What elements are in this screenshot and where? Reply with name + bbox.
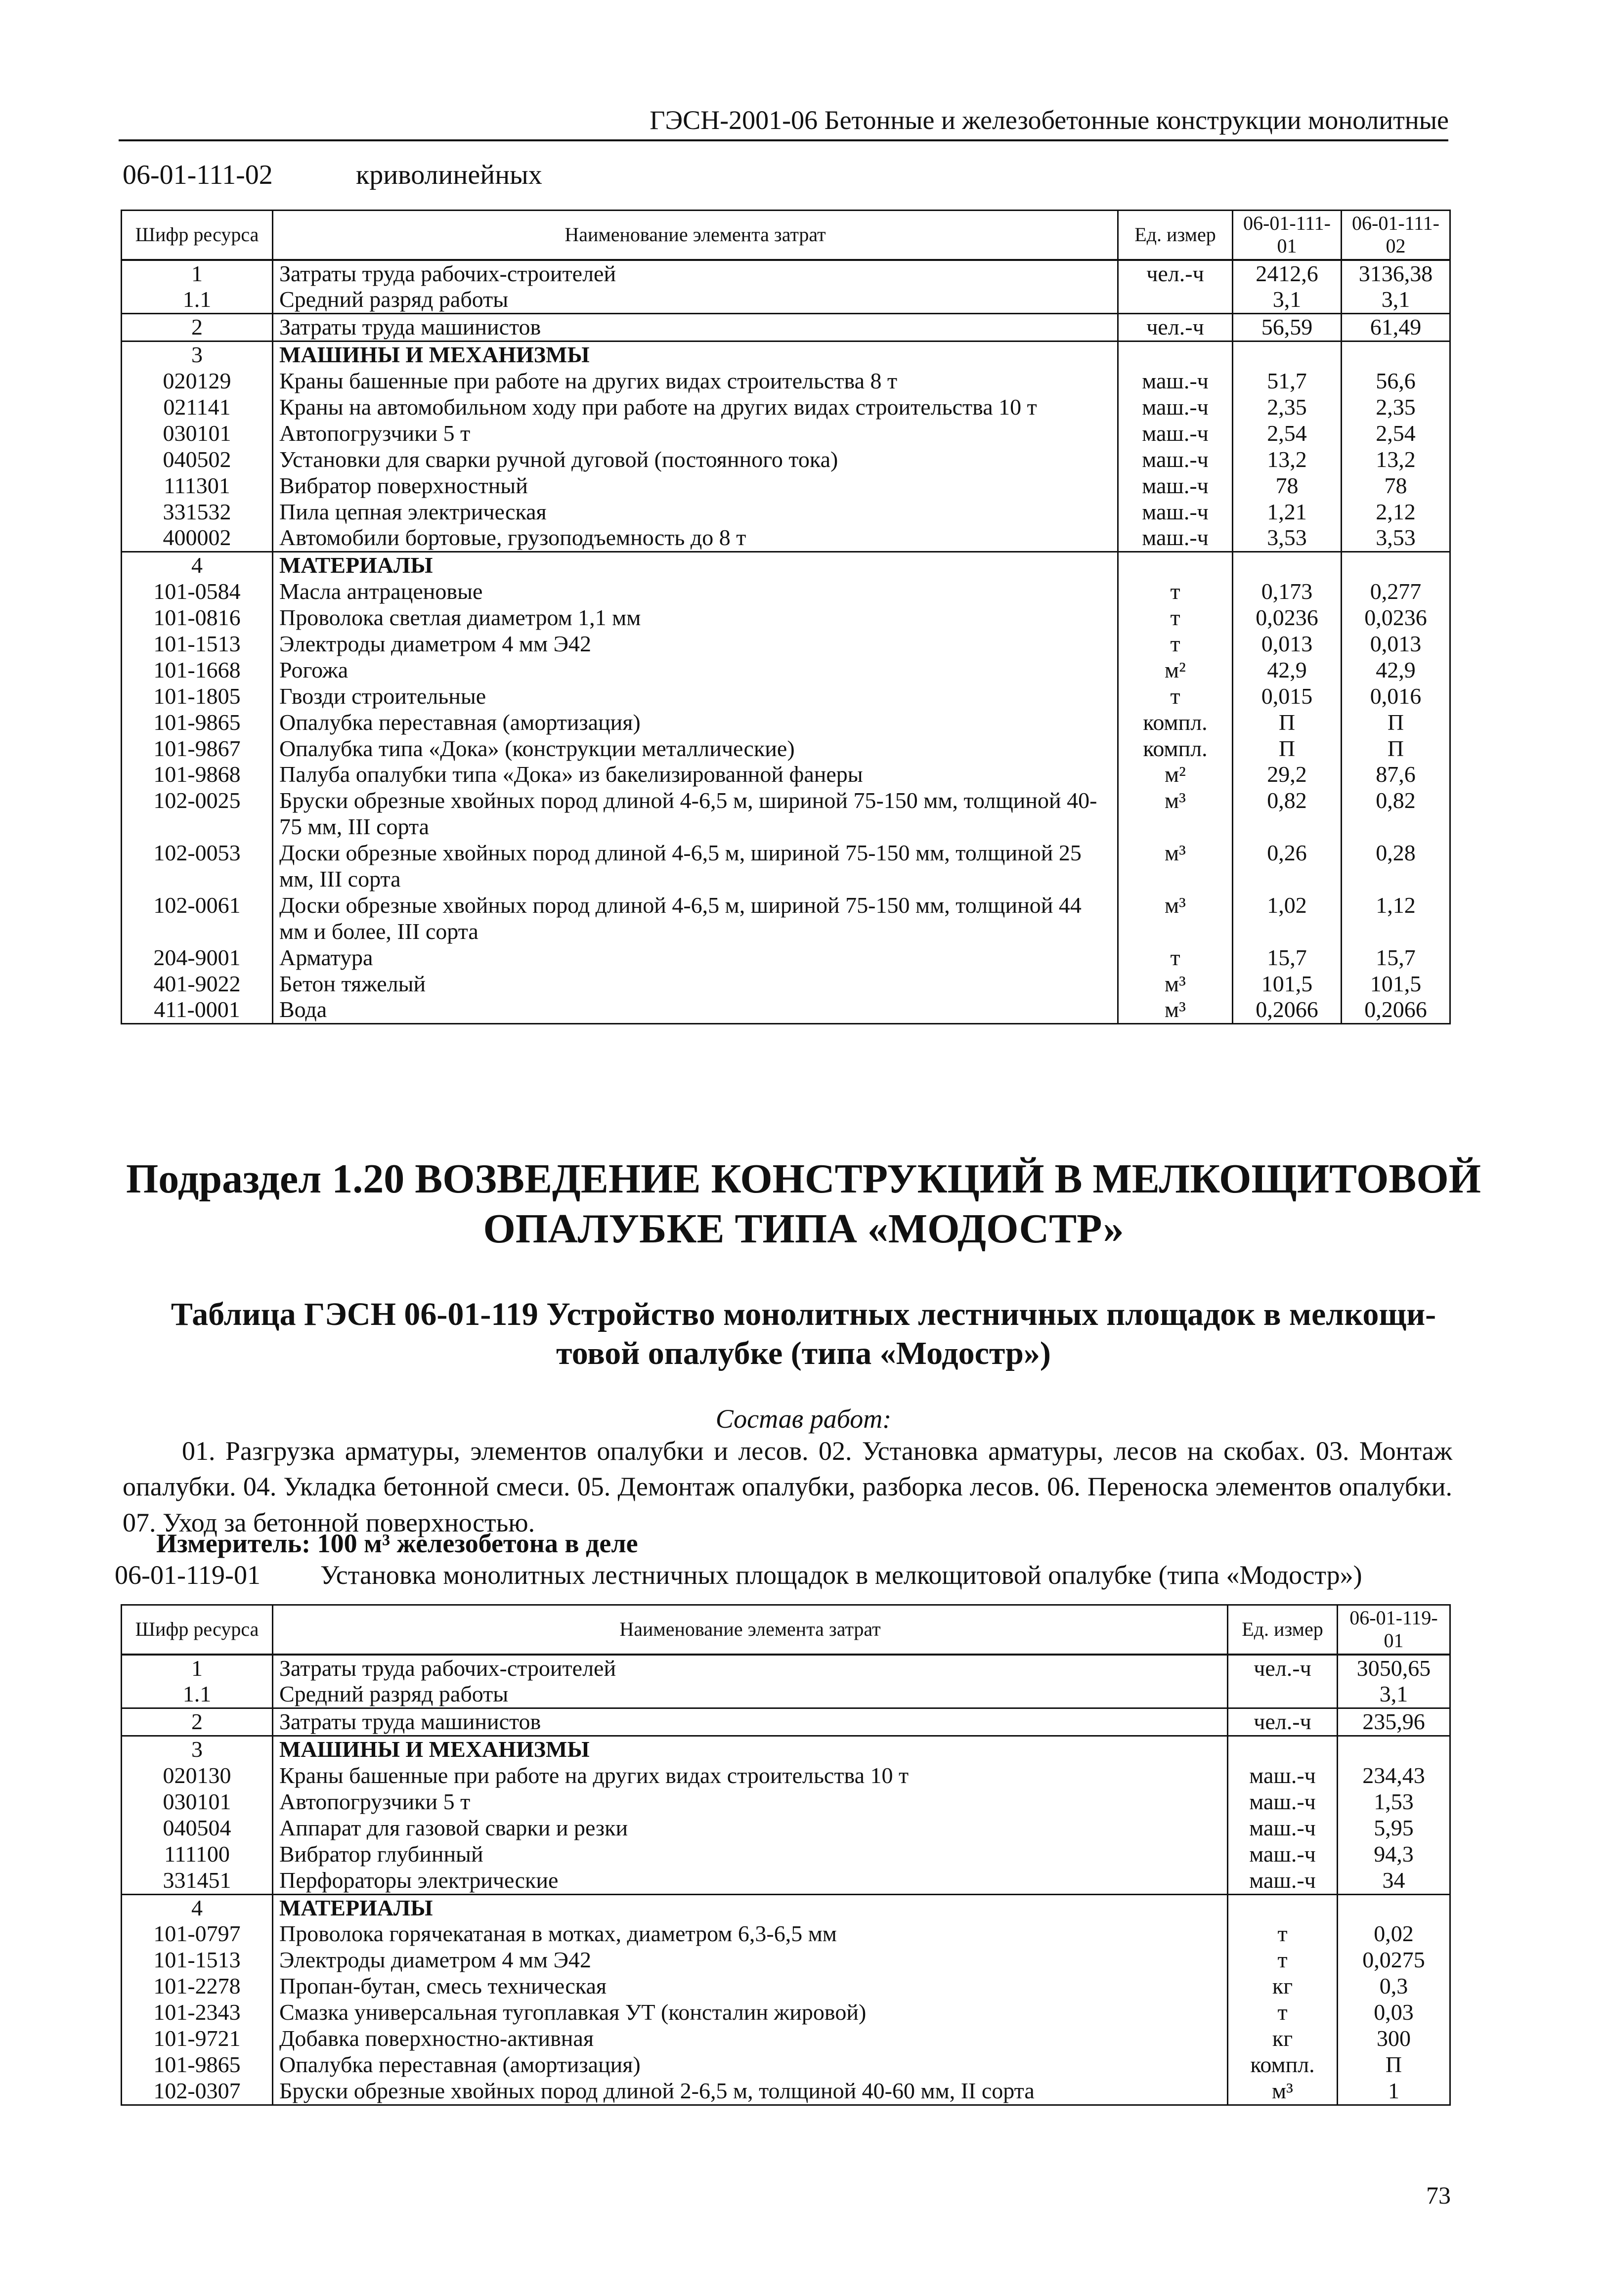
- norm-value: 3,1: [1338, 1681, 1450, 1708]
- norm-value: 29,2: [1233, 762, 1342, 788]
- norm-value: [1342, 341, 1450, 368]
- unit-cell: чел.-ч: [1118, 314, 1233, 341]
- resource-name: Автопогрузчики 5 т: [273, 1789, 1228, 1815]
- unit-cell: компл.: [1118, 736, 1233, 762]
- unit-cell: т: [1228, 1947, 1338, 1973]
- resource-code: 101-1513: [122, 1947, 273, 1973]
- norm-value: 0,82: [1342, 788, 1450, 840]
- table-row: [122, 997, 1450, 1023]
- resource-code: 2: [122, 1708, 273, 1736]
- norm-value: 15,7: [1342, 945, 1450, 971]
- resource-code: 111100: [122, 1841, 273, 1868]
- unit-cell: маш.-ч: [1118, 447, 1233, 473]
- resource-code: 1: [122, 1655, 273, 1682]
- col-header-unit: Ед. измер: [1118, 211, 1233, 260]
- works-heading: Состав работ:: [715, 1404, 892, 1434]
- norm-value: 0,013: [1233, 631, 1342, 657]
- table-row: [122, 421, 1450, 447]
- cost-table-111: [121, 210, 1451, 1024]
- unit-cell: маш.-ч: [1228, 1841, 1338, 1868]
- resource-name: Вибратор глубинный: [273, 1841, 1228, 1868]
- table-row: [122, 1921, 1450, 1947]
- table-row: [122, 1655, 1450, 1682]
- norm-value: 0,28: [1342, 840, 1450, 893]
- unit-cell: м³: [1228, 2078, 1338, 2105]
- measure-label: Измеритель:: [156, 1529, 311, 1558]
- norm-value: 101,5: [1342, 971, 1450, 997]
- norm-value: 0,02: [1338, 1921, 1450, 1947]
- resource-code: 101-1513: [122, 631, 273, 657]
- measure-value: 100 м³ железобетона в деле: [317, 1529, 638, 1558]
- unit-cell: м³: [1118, 893, 1233, 945]
- norm-value: П: [1233, 736, 1342, 762]
- table-row: [122, 525, 1450, 552]
- norm-value: 2412,6: [1233, 260, 1342, 287]
- norm-value: 42,9: [1233, 657, 1342, 683]
- norm-value: 0,0236: [1233, 605, 1342, 631]
- resource-ref-top: [123, 159, 542, 191]
- norm-value: 0,03: [1338, 1999, 1450, 2026]
- subsection-title-line: ОПАЛУБКЕ ТИПА «МОДОСТР»: [483, 1205, 1124, 1252]
- unit-cell: маш.-ч: [1118, 499, 1233, 525]
- table-row: [122, 2052, 1450, 2078]
- resource-name: Затраты труда машинистов: [273, 314, 1118, 341]
- resource-name: Бруски обрезные хвойных пород длиной 2-6,5 м, толщиной 40-60 мм, II сорта: [273, 2078, 1228, 2105]
- norm-value: 2,35: [1342, 394, 1450, 421]
- resource-code: 101-0584: [122, 579, 273, 605]
- norm-value: 0,0236: [1342, 605, 1450, 631]
- resource-name: Бетон тяжелый: [273, 971, 1118, 997]
- resource-code: 3: [122, 1736, 273, 1763]
- resource-name: Проволока горячекатаная в мотках, диаметром 6,3-6,5 мм: [273, 1921, 1228, 1947]
- col-header-norm: 06-01-119-01: [1338, 1605, 1450, 1655]
- unit-cell: м²: [1118, 762, 1233, 788]
- unit-cell: м³: [1118, 788, 1233, 840]
- table-row: [122, 1973, 1450, 1999]
- resource-code: 101-9867: [122, 736, 273, 762]
- col-header-name: Наименование элемента затрат: [273, 1605, 1228, 1655]
- resource-name: МАШИНЫ И МЕХАНИЗМЫ: [273, 1736, 1228, 1763]
- resource-name: МАШИНЫ И МЕХАНИЗМЫ: [273, 341, 1118, 368]
- table-row: [122, 2026, 1450, 2052]
- unit-cell: маш.-ч: [1118, 421, 1233, 447]
- table-row: [122, 552, 1450, 579]
- resource-name: Затраты труда рабочих-строителей: [273, 1655, 1228, 1682]
- resource-name: Перфораторы электрические: [273, 1868, 1228, 1894]
- norm-value: 0,0275: [1338, 1947, 1450, 1973]
- table-row: [122, 788, 1450, 840]
- norm-value: 13,2: [1342, 447, 1450, 473]
- norm-value: 1,53: [1338, 1789, 1450, 1815]
- resource-code: 101-2278: [122, 1973, 273, 1999]
- resource-code: 101-9721: [122, 2026, 273, 2052]
- unit-cell: т: [1118, 945, 1233, 971]
- resource-name: Средний разряд работы: [273, 287, 1118, 313]
- resource-name: Автомобили бортовые, грузоподъемность до 8 т: [273, 525, 1118, 552]
- resource-code: 101-0816: [122, 605, 273, 631]
- unit-cell: кг: [1228, 1973, 1338, 1999]
- table-row: [122, 945, 1450, 971]
- resource-code: 101-1668: [122, 657, 273, 683]
- table-row: [122, 1894, 1450, 1921]
- norm-value: 1: [1338, 2078, 1450, 2105]
- norm-value: 56,59: [1233, 314, 1342, 341]
- unit-cell: [1228, 1681, 1338, 1708]
- resource-name: Палуба опалубки типа «Дока» из бакелизированной фанеры: [273, 762, 1118, 788]
- unit-cell: т: [1118, 605, 1233, 631]
- norm-value: 51,7: [1233, 368, 1342, 394]
- table-row: [122, 368, 1450, 394]
- unit-cell: м²: [1118, 657, 1233, 683]
- resource-code: 101-0797: [122, 1921, 273, 1947]
- norm-value: 0,173: [1233, 579, 1342, 605]
- subsection-title: [0, 1154, 1607, 1254]
- table-row: [122, 1763, 1450, 1789]
- resource-name: МАТЕРИАЛЫ: [273, 1894, 1228, 1921]
- resource-name: Установки для сварки ручной дуговой (постоянного тока): [273, 447, 1118, 473]
- norm-value: 3,1: [1233, 287, 1342, 313]
- norm-value: 87,6: [1342, 762, 1450, 788]
- norm-value: П: [1342, 736, 1450, 762]
- resource-name: Аппарат для газовой сварки и резки: [273, 1815, 1228, 1841]
- norm-value: 1,02: [1233, 893, 1342, 945]
- unit-cell: т: [1228, 1921, 1338, 1947]
- resource-name: Масла антраценовые: [273, 579, 1118, 605]
- resource-code: 101-9865: [122, 2052, 273, 2078]
- ref-description: криволинейных: [356, 160, 542, 190]
- unit-cell: маш.-ч: [1228, 1815, 1338, 1841]
- norm-value: 235,96: [1338, 1708, 1450, 1736]
- norm-value: 0,26: [1233, 840, 1342, 893]
- norm-value: 2,54: [1233, 421, 1342, 447]
- table-row: [122, 1815, 1450, 1841]
- unit-cell: [1228, 1736, 1338, 1763]
- norm-value: 0,2066: [1342, 997, 1450, 1023]
- running-header: ГЭСН-2001-06 Бетонные и железобетонные конструкции монолитные: [650, 105, 1449, 135]
- norm-value: [1233, 341, 1342, 368]
- resource-code: 102-0061: [122, 893, 273, 945]
- resource-code: 102-0307: [122, 2078, 273, 2105]
- unit-cell: [1118, 552, 1233, 579]
- resource-code: 101-2343: [122, 1999, 273, 2026]
- resource-code: 1: [122, 260, 273, 287]
- page-number: 73: [1426, 2181, 1451, 2209]
- resource-code: 111301: [122, 473, 273, 499]
- works-text: 01. Разгрузка арматуры, элементов опалубки и лесов. 02. Установка арматуры, лесов на скобах. 03. Монтаж опалубки. 04. Укладка бетонной смеси. 05. Демонтаж опалубки, разборка лесов. 06. Переноска элементов опалубки. 07. Уход за бетонной поверхностью.: [123, 1436, 1452, 1537]
- norm-value: 78: [1342, 473, 1450, 499]
- resource-code: 101-9865: [122, 710, 273, 736]
- resource-name: Арматура: [273, 945, 1118, 971]
- col-header-unit: Ед. измер: [1228, 1605, 1338, 1655]
- resource-code: 030101: [122, 421, 273, 447]
- resource-code: 411-0001: [122, 997, 273, 1023]
- unit-cell: м³: [1118, 997, 1233, 1023]
- norm-value: 61,49: [1342, 314, 1450, 341]
- table-row: [122, 341, 1450, 368]
- col-header-code: Шифр ресурса: [122, 211, 273, 260]
- resource-name: МАТЕРИАЛЫ: [273, 552, 1118, 579]
- resource-name: Электроды диаметром 4 мм Э42: [273, 631, 1118, 657]
- unit-cell: м³: [1118, 971, 1233, 997]
- resource-name: Вибратор поверхностный: [273, 473, 1118, 499]
- unit-cell: [1118, 287, 1233, 313]
- resource-code: 331451: [122, 1868, 273, 1894]
- norm-value: 101,5: [1233, 971, 1342, 997]
- norm-value: 0,2066: [1233, 997, 1342, 1023]
- table-row: [122, 1736, 1450, 1763]
- resource-name: Доски обрезные хвойных пород длиной 4-6,5 м, шириной 75-150 мм, толщиной 44 мм и более, III сорта: [273, 893, 1118, 945]
- norm-value: 13,2: [1233, 447, 1342, 473]
- unit-cell: маш.-ч: [1118, 368, 1233, 394]
- unit-cell: т: [1118, 579, 1233, 605]
- table-row: [122, 893, 1450, 945]
- norm-value: 1,21: [1233, 499, 1342, 525]
- resource-ref-bottom: [115, 1560, 1362, 1590]
- norm-value: [1342, 552, 1450, 579]
- table-row: [122, 1681, 1450, 1708]
- table-row: [122, 287, 1450, 313]
- norm-value: 34: [1338, 1868, 1450, 1894]
- ref-description: Установка монолитных лестничных площадок в мелкощитовой опалубке (типа «Модостр»): [320, 1560, 1362, 1590]
- norm-value: 3,1: [1342, 287, 1450, 313]
- resource-name: Рогожа: [273, 657, 1118, 683]
- norm-value: П: [1338, 2052, 1450, 2078]
- resource-name: Затраты труда машинистов: [273, 1708, 1228, 1736]
- table-row: [122, 736, 1450, 762]
- norm-value: 0,013: [1342, 631, 1450, 657]
- resource-name: Вода: [273, 997, 1118, 1023]
- norm-value: 300: [1338, 2026, 1450, 2052]
- resource-code: 400002: [122, 525, 273, 552]
- unit-cell: маш.-ч: [1228, 1789, 1338, 1815]
- resource-name: Гвозди строительные: [273, 683, 1118, 710]
- norm-value: 0,016: [1342, 683, 1450, 710]
- resource-name: Краны башенные при работе на других видах строительства 8 т: [273, 368, 1118, 394]
- resource-code: 1.1: [122, 287, 273, 313]
- norm-value: [1338, 1894, 1450, 1921]
- table-row: [122, 683, 1450, 710]
- resource-code: 101-9868: [122, 762, 273, 788]
- resource-code: 020129: [122, 368, 273, 394]
- col-header-norm: 06-01-111-01: [1233, 211, 1342, 260]
- table-row: [122, 605, 1450, 631]
- resource-name: Краны башенные при работе на других видах строительства 10 т: [273, 1763, 1228, 1789]
- ref-code: 06-01-119-01: [115, 1560, 261, 1590]
- norm-value: 15,7: [1233, 945, 1342, 971]
- cost-table-119: [121, 1604, 1451, 2106]
- unit-cell: м³: [1118, 840, 1233, 893]
- resource-name: Автопогрузчики 5 т: [273, 421, 1118, 447]
- table-row: [122, 710, 1450, 736]
- table-row: [122, 1789, 1450, 1815]
- norm-value: 3,53: [1342, 525, 1450, 552]
- resource-code: 021141: [122, 394, 273, 421]
- resource-code: 3: [122, 341, 273, 368]
- unit-cell: [1118, 341, 1233, 368]
- unit-cell: маш.-ч: [1228, 1868, 1338, 1894]
- resource-name: Пила цепная электрическая: [273, 499, 1118, 525]
- col-header-code: Шифр ресурса: [122, 1605, 273, 1655]
- unit-cell: т: [1118, 631, 1233, 657]
- norm-value: 0,82: [1233, 788, 1342, 840]
- norm-value: 2,54: [1342, 421, 1450, 447]
- resource-code: 1.1: [122, 1681, 273, 1708]
- norm-value: 3,53: [1233, 525, 1342, 552]
- resource-name: Добавка поверхностно-активная: [273, 2026, 1228, 2052]
- unit-cell: маш.-ч: [1118, 394, 1233, 421]
- unit-cell: чел.-ч: [1228, 1655, 1338, 1682]
- unit-cell: маш.-ч: [1228, 1763, 1338, 1789]
- table-row: [122, 971, 1450, 997]
- unit-cell: т: [1118, 683, 1233, 710]
- resource-name: Проволока светлая диаметром 1,1 мм: [273, 605, 1118, 631]
- resource-code: 204-9001: [122, 945, 273, 971]
- table-row: [122, 1708, 1450, 1736]
- resource-name: Доски обрезные хвойных пород длиной 4-6,5 м, шириной 75-150 мм, толщиной 25 мм, III сорта: [273, 840, 1118, 893]
- table-row: [122, 1999, 1450, 2026]
- table-row: [122, 260, 1450, 287]
- resource-code: 102-0053: [122, 840, 273, 893]
- resource-name: Краны на автомобильном ходу при работе на других видах строительства 10 т: [273, 394, 1118, 421]
- norm-value: 3050,65: [1338, 1655, 1450, 1682]
- norm-value: 1,12: [1342, 893, 1450, 945]
- ref-code: 06-01-111-02: [123, 160, 273, 190]
- table-row: [122, 473, 1450, 499]
- resource-code: 040502: [122, 447, 273, 473]
- resource-code: 2: [122, 314, 273, 341]
- table-title-line: товой опалубке (типа «Модостр»): [556, 1335, 1051, 1372]
- table-row: [122, 657, 1450, 683]
- resource-code: 102-0025: [122, 788, 273, 840]
- resource-code: 4: [122, 1894, 273, 1921]
- table-row: [122, 840, 1450, 893]
- table-row: [122, 2078, 1450, 2105]
- norm-value: 2,12: [1342, 499, 1450, 525]
- resource-code: 020130: [122, 1763, 273, 1789]
- table-row: [122, 314, 1450, 341]
- resource-name: Опалубка переставная (амортизация): [273, 2052, 1228, 2078]
- table-title-line: Таблица ГЭСН 06-01-119 Устройство монолитных лестничных площадок в мелкощи-: [171, 1296, 1436, 1332]
- norm-value: 234,43: [1338, 1763, 1450, 1789]
- norm-value: 56,6: [1342, 368, 1450, 394]
- table-row: [122, 762, 1450, 788]
- norm-value: 0,277: [1342, 579, 1450, 605]
- norm-value: 94,3: [1338, 1841, 1450, 1868]
- col-header-name: Наименование элемента затрат: [273, 211, 1118, 260]
- resource-code: 040504: [122, 1815, 273, 1841]
- col-header-norm: 06-01-111-02: [1342, 211, 1450, 260]
- unit-cell: [1228, 1894, 1338, 1921]
- resource-name: Опалубка переставная (амортизация): [273, 710, 1118, 736]
- table-row: [122, 447, 1450, 473]
- table-row: [122, 1868, 1450, 1894]
- norm-value: [1233, 552, 1342, 579]
- norm-value: 42,9: [1342, 657, 1450, 683]
- resource-name: Электроды диаметром 4 мм Э42: [273, 1947, 1228, 1973]
- norm-value: 78: [1233, 473, 1342, 499]
- norm-value: 0,015: [1233, 683, 1342, 710]
- resource-name: Бруски обрезные хвойных пород длиной 4-6,5 м, шириной 75-150 мм, толщиной 40-75 мм, III сорта: [273, 788, 1118, 840]
- norm-value: 2,35: [1233, 394, 1342, 421]
- resource-name: Опалубка типа «Дока» (конструкции металлические): [273, 736, 1118, 762]
- resource-name: Затраты труда рабочих-строителей: [273, 260, 1118, 287]
- table-row: [122, 394, 1450, 421]
- table-row: [122, 579, 1450, 605]
- norm-value: 3136,38: [1342, 260, 1450, 287]
- subsection-title-line: Подраздел 1.20 ВОЗВЕДЕНИЕ КОНСТРУКЦИЙ В МЕЛКОЩИТОВОЙ: [126, 1156, 1481, 1202]
- resource-code: 331532: [122, 499, 273, 525]
- measure-line: [156, 1528, 638, 1559]
- norm-value: 5,95: [1338, 1815, 1450, 1841]
- norm-value: П: [1233, 710, 1342, 736]
- resource-name: Смазка универсальная тугоплавкая УТ (консталин жировой): [273, 1999, 1228, 2026]
- unit-cell: кг: [1228, 2026, 1338, 2052]
- unit-cell: компл.: [1118, 710, 1233, 736]
- resource-code: 101-1805: [122, 683, 273, 710]
- table-row: [122, 499, 1450, 525]
- resource-code: 401-9022: [122, 971, 273, 997]
- unit-cell: чел.-ч: [1118, 260, 1233, 287]
- norm-value: 0,3: [1338, 1973, 1450, 1999]
- resource-name: Пропан-бутан, смесь техническая: [273, 1973, 1228, 1999]
- table-row: [122, 631, 1450, 657]
- norm-value: П: [1342, 710, 1450, 736]
- table-row: [122, 1841, 1450, 1868]
- unit-cell: т: [1228, 1999, 1338, 2026]
- unit-cell: чел.-ч: [1228, 1708, 1338, 1736]
- unit-cell: компл.: [1228, 2052, 1338, 2078]
- table-row: [122, 1947, 1450, 1973]
- header-rule: [119, 139, 1448, 141]
- resource-code: 030101: [122, 1789, 273, 1815]
- resource-name: Средний разряд работы: [273, 1681, 1228, 1708]
- norm-value: [1338, 1736, 1450, 1763]
- resource-code: 4: [122, 552, 273, 579]
- table-title: [0, 1295, 1607, 1373]
- unit-cell: маш.-ч: [1118, 525, 1233, 552]
- unit-cell: маш.-ч: [1118, 473, 1233, 499]
